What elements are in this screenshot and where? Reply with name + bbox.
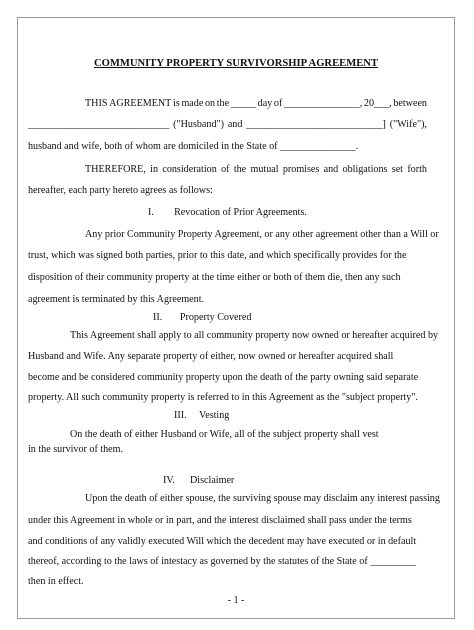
intro-line-2-word: ___________________________] xyxy=(246,119,386,130)
intro-line-5: hereafter, each party hereto agrees as follows: xyxy=(28,185,213,196)
section-line: become and be considered community property upon the death of the party owning said separate xyxy=(28,372,419,383)
intro-line-4-word: the xyxy=(233,164,247,175)
section-line: On the death of either Husband or Wife, all of the subject property shall vest xyxy=(70,429,379,440)
intro-line-4-word: mutual xyxy=(250,164,279,175)
page-number: - 1 - xyxy=(227,595,245,606)
intro-line-4-word: in xyxy=(150,164,159,175)
section-line: under this Agreement in whole or in part, and the interest disclaimed shall pass under the terms xyxy=(28,515,412,526)
document-page xyxy=(17,17,455,619)
section-heading: II. Property Covered xyxy=(153,312,252,323)
intro-line-1-word: between xyxy=(393,98,427,109)
intro-line-4-word: consideration xyxy=(162,164,217,175)
section-heading: IV. Disclaimer xyxy=(163,475,235,486)
intro-line-2-word: ____________________________ xyxy=(28,119,170,130)
intro-line-1-word: is xyxy=(173,98,180,109)
intro-line-4-word: THEREFORE, xyxy=(85,164,146,175)
section-line: This Agreement shall apply to all community property now owned or hereafter acquired by xyxy=(70,330,439,341)
intro-line-1-word: _______________, xyxy=(284,98,363,109)
intro-line-1-word: day xyxy=(257,98,273,109)
document-title: COMMUNITY PROPERTY SURVIVORSHIP AGREEMENT xyxy=(93,58,378,69)
section-line: agreement is terminated by this Agreement. xyxy=(28,294,205,305)
intro-line-4-word: set xyxy=(391,164,403,175)
section-line: thereof, according to the laws of intestacy as governed by the statutes of the State of _________ xyxy=(28,556,416,567)
section-heading: III. Vesting xyxy=(174,410,230,421)
document-body xyxy=(18,18,454,618)
intro-line-1-word: 20___, xyxy=(363,98,392,109)
intro-line-1-word: on xyxy=(204,98,216,109)
intro-line-4-word: forth xyxy=(407,164,427,175)
intro-line-1 xyxy=(85,98,427,110)
intro-line-1-word: of xyxy=(273,98,283,109)
section-line: in the survivor of them. xyxy=(28,444,124,455)
section-heading: I. Revocation of Prior Agreements. xyxy=(148,207,307,218)
intro-line-1-word: the xyxy=(216,98,230,109)
section-line: Any prior Community Property Agreement, or any other agreement other than a Will or xyxy=(85,229,439,240)
intro-line-1-word: _____ xyxy=(230,98,256,109)
section-line: then in effect. xyxy=(28,576,84,587)
intro-line-4-word: and xyxy=(323,164,339,175)
section-line: trust, which was signed both parties, prior to this date, and which specifically provides for the xyxy=(28,250,407,261)
section-line: Upon the death of either spouse, the surviving spouse may disclaim any interest passing xyxy=(85,493,440,504)
intro-line-2-word: and xyxy=(227,119,243,130)
intro-line-2-word: ("Husband") xyxy=(173,119,224,130)
intro-line-4-word: of xyxy=(221,164,230,175)
section-line: and conditions of any validly executed Will which the decedent may have executed or in default xyxy=(28,536,417,547)
section-line: disposition of their community property at the time either or both of them die, then any such xyxy=(28,272,401,283)
intro-line-1-word: AGREEMENT xyxy=(109,98,172,109)
intro-line-2 xyxy=(28,119,427,131)
intro-line-4 xyxy=(85,164,427,176)
intro-line-1-word: THIS xyxy=(85,98,108,109)
intro-line-4-word: obligations xyxy=(342,164,388,175)
intro-line-4-word: promises xyxy=(282,164,320,175)
intro-line-2-word: ("Wife"), xyxy=(389,119,427,130)
intro-line-3: husband and wife, both of whom are domiciled in the State of _______________. xyxy=(28,141,359,152)
intro-line-1-word: made xyxy=(181,98,204,109)
section-line: Husband and Wife. Any separate property of either, now owned or hereafter acquired shall xyxy=(28,351,394,362)
section-line: property. All such community property is referred to in this Agreement as the "subject property". xyxy=(28,392,418,403)
